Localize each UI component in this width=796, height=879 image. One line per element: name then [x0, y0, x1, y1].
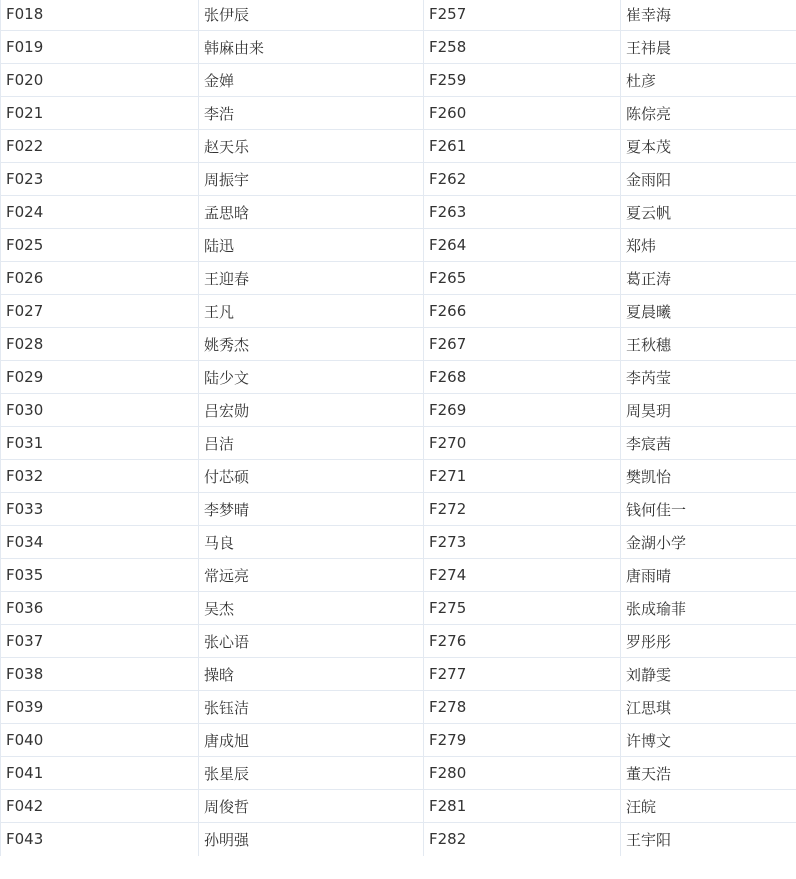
table-row — [1, 691, 796, 724]
id-cell-left: F029 — [1, 361, 199, 394]
name-cell-right: 陈倧亮 — [621, 97, 796, 130]
name-cell-left: 张心语 — [199, 625, 424, 658]
name-cell-left: 张星辰 — [199, 757, 424, 790]
id-cell-right: F279 — [424, 724, 621, 757]
id-cell-right: F274 — [424, 559, 621, 592]
id-cell-left: F023 — [1, 163, 199, 196]
name-cell-right: 罗彤彤 — [621, 625, 796, 658]
id-cell-left: F030 — [1, 394, 199, 427]
name-cell-left: 付芯硕 — [199, 460, 424, 493]
table-row — [1, 427, 796, 460]
id-cell-right: F261 — [424, 130, 621, 163]
id-cell-left: F040 — [1, 724, 199, 757]
id-cell-left: F036 — [1, 592, 199, 625]
table-row — [1, 394, 796, 427]
name-cell-left: 赵天乐 — [199, 130, 424, 163]
name-cell-right: 许博文 — [621, 724, 796, 757]
id-cell-right: F270 — [424, 427, 621, 460]
name-cell-left: 孟思晗 — [199, 196, 424, 229]
roster-table-body — [1, 0, 796, 856]
table-row — [1, 64, 796, 97]
name-cell-right: 周昊玥 — [621, 394, 796, 427]
name-cell-right: 李芮莹 — [621, 361, 796, 394]
table-row — [1, 823, 796, 856]
table-row — [1, 0, 796, 31]
id-cell-right: F269 — [424, 394, 621, 427]
id-cell-left: F024 — [1, 196, 199, 229]
name-cell-right: 江思琪 — [621, 691, 796, 724]
name-cell-left: 姚秀杰 — [199, 328, 424, 361]
table-row — [1, 757, 796, 790]
table-row — [1, 559, 796, 592]
name-cell-left: 操晗 — [199, 658, 424, 691]
id-cell-right: F268 — [424, 361, 621, 394]
table-row — [1, 460, 796, 493]
table-row — [1, 625, 796, 658]
id-cell-right: F276 — [424, 625, 621, 658]
table-row — [1, 130, 796, 163]
name-cell-right: 王秋穗 — [621, 328, 796, 361]
id-cell-right: F257 — [424, 0, 621, 31]
name-cell-right: 夏云帆 — [621, 196, 796, 229]
id-cell-right: F260 — [424, 97, 621, 130]
id-cell-left: F031 — [1, 427, 199, 460]
id-cell-right: F275 — [424, 592, 621, 625]
table-row — [1, 31, 796, 64]
name-cell-left: 唐成旭 — [199, 724, 424, 757]
name-cell-left: 张伊辰 — [199, 0, 424, 31]
name-cell-left: 孙明强 — [199, 823, 424, 856]
name-cell-left: 吴杰 — [199, 592, 424, 625]
id-cell-left: F032 — [1, 460, 199, 493]
name-cell-right: 董天浩 — [621, 757, 796, 790]
id-cell-right: F273 — [424, 526, 621, 559]
name-cell-left: 陆迅 — [199, 229, 424, 262]
id-cell-left: F019 — [1, 31, 199, 64]
name-cell-right: 郑炜 — [621, 229, 796, 262]
table-row — [1, 163, 796, 196]
id-cell-right: F265 — [424, 262, 621, 295]
id-cell-left: F037 — [1, 625, 199, 658]
name-cell-right: 唐雨晴 — [621, 559, 796, 592]
name-cell-right: 樊凯怡 — [621, 460, 796, 493]
table-row — [1, 658, 796, 691]
name-cell-left: 周振宇 — [199, 163, 424, 196]
name-cell-left: 王凡 — [199, 295, 424, 328]
id-cell-left: F028 — [1, 328, 199, 361]
id-cell-right: F262 — [424, 163, 621, 196]
name-cell-left: 金婵 — [199, 64, 424, 97]
name-cell-left: 周俊哲 — [199, 790, 424, 823]
id-cell-left: F021 — [1, 97, 199, 130]
name-cell-right: 杜彦 — [621, 64, 796, 97]
id-cell-left: F026 — [1, 262, 199, 295]
table-row — [1, 724, 796, 757]
table-row — [1, 790, 796, 823]
table-row — [1, 361, 796, 394]
table-row — [1, 526, 796, 559]
id-cell-right: F272 — [424, 493, 621, 526]
name-cell-left: 李梦晴 — [199, 493, 424, 526]
id-cell-left: F027 — [1, 295, 199, 328]
name-cell-right: 葛正涛 — [621, 262, 796, 295]
name-cell-left: 张钰洁 — [199, 691, 424, 724]
id-cell-left: F022 — [1, 130, 199, 163]
table-row — [1, 295, 796, 328]
id-cell-right: F281 — [424, 790, 621, 823]
id-cell-left: F018 — [1, 0, 199, 31]
id-cell-right: F271 — [424, 460, 621, 493]
name-cell-right: 李宸茜 — [621, 427, 796, 460]
id-cell-left: F043 — [1, 823, 199, 856]
name-cell-left: 吕洁 — [199, 427, 424, 460]
table-row — [1, 262, 796, 295]
table-row — [1, 196, 796, 229]
name-cell-right: 张成瑜菲 — [621, 592, 796, 625]
id-cell-right: F258 — [424, 31, 621, 64]
id-cell-left: F039 — [1, 691, 199, 724]
table-row — [1, 592, 796, 625]
table-row — [1, 97, 796, 130]
id-cell-right: F259 — [424, 64, 621, 97]
id-cell-left: F020 — [1, 64, 199, 97]
id-cell-right: F266 — [424, 295, 621, 328]
name-cell-right: 王祎晨 — [621, 31, 796, 64]
id-cell-left: F041 — [1, 757, 199, 790]
name-cell-right: 金雨阳 — [621, 163, 796, 196]
name-cell-right: 夏晨曦 — [621, 295, 796, 328]
name-cell-left: 李浩 — [199, 97, 424, 130]
id-cell-right: F277 — [424, 658, 621, 691]
id-cell-right: F278 — [424, 691, 621, 724]
name-cell-left: 王迎春 — [199, 262, 424, 295]
table-row — [1, 328, 796, 361]
name-cell-right: 刘静雯 — [621, 658, 796, 691]
id-cell-left: F025 — [1, 229, 199, 262]
table-row — [1, 229, 796, 262]
name-cell-left: 常远亮 — [199, 559, 424, 592]
id-cell-left: F033 — [1, 493, 199, 526]
name-cell-left: 马良 — [199, 526, 424, 559]
id-cell-right: F282 — [424, 823, 621, 856]
id-cell-left: F042 — [1, 790, 199, 823]
name-cell-left: 吕宏勋 — [199, 394, 424, 427]
id-cell-right: F263 — [424, 196, 621, 229]
name-cell-right: 金湖小学 — [621, 526, 796, 559]
name-cell-left: 陆少文 — [199, 361, 424, 394]
name-cell-right: 夏本茂 — [621, 130, 796, 163]
name-cell-left: 韩麻由来 — [199, 31, 424, 64]
table-row — [1, 493, 796, 526]
name-cell-right: 崔幸海 — [621, 0, 796, 31]
id-cell-right: F280 — [424, 757, 621, 790]
id-cell-left: F034 — [1, 526, 199, 559]
name-cell-right: 汪皖 — [621, 790, 796, 823]
id-cell-left: F035 — [1, 559, 199, 592]
name-cell-right: 王宇阳 — [621, 823, 796, 856]
name-cell-right: 钱何佳一 — [621, 493, 796, 526]
id-cell-right: F264 — [424, 229, 621, 262]
id-cell-right: F267 — [424, 328, 621, 361]
id-cell-left: F038 — [1, 658, 199, 691]
